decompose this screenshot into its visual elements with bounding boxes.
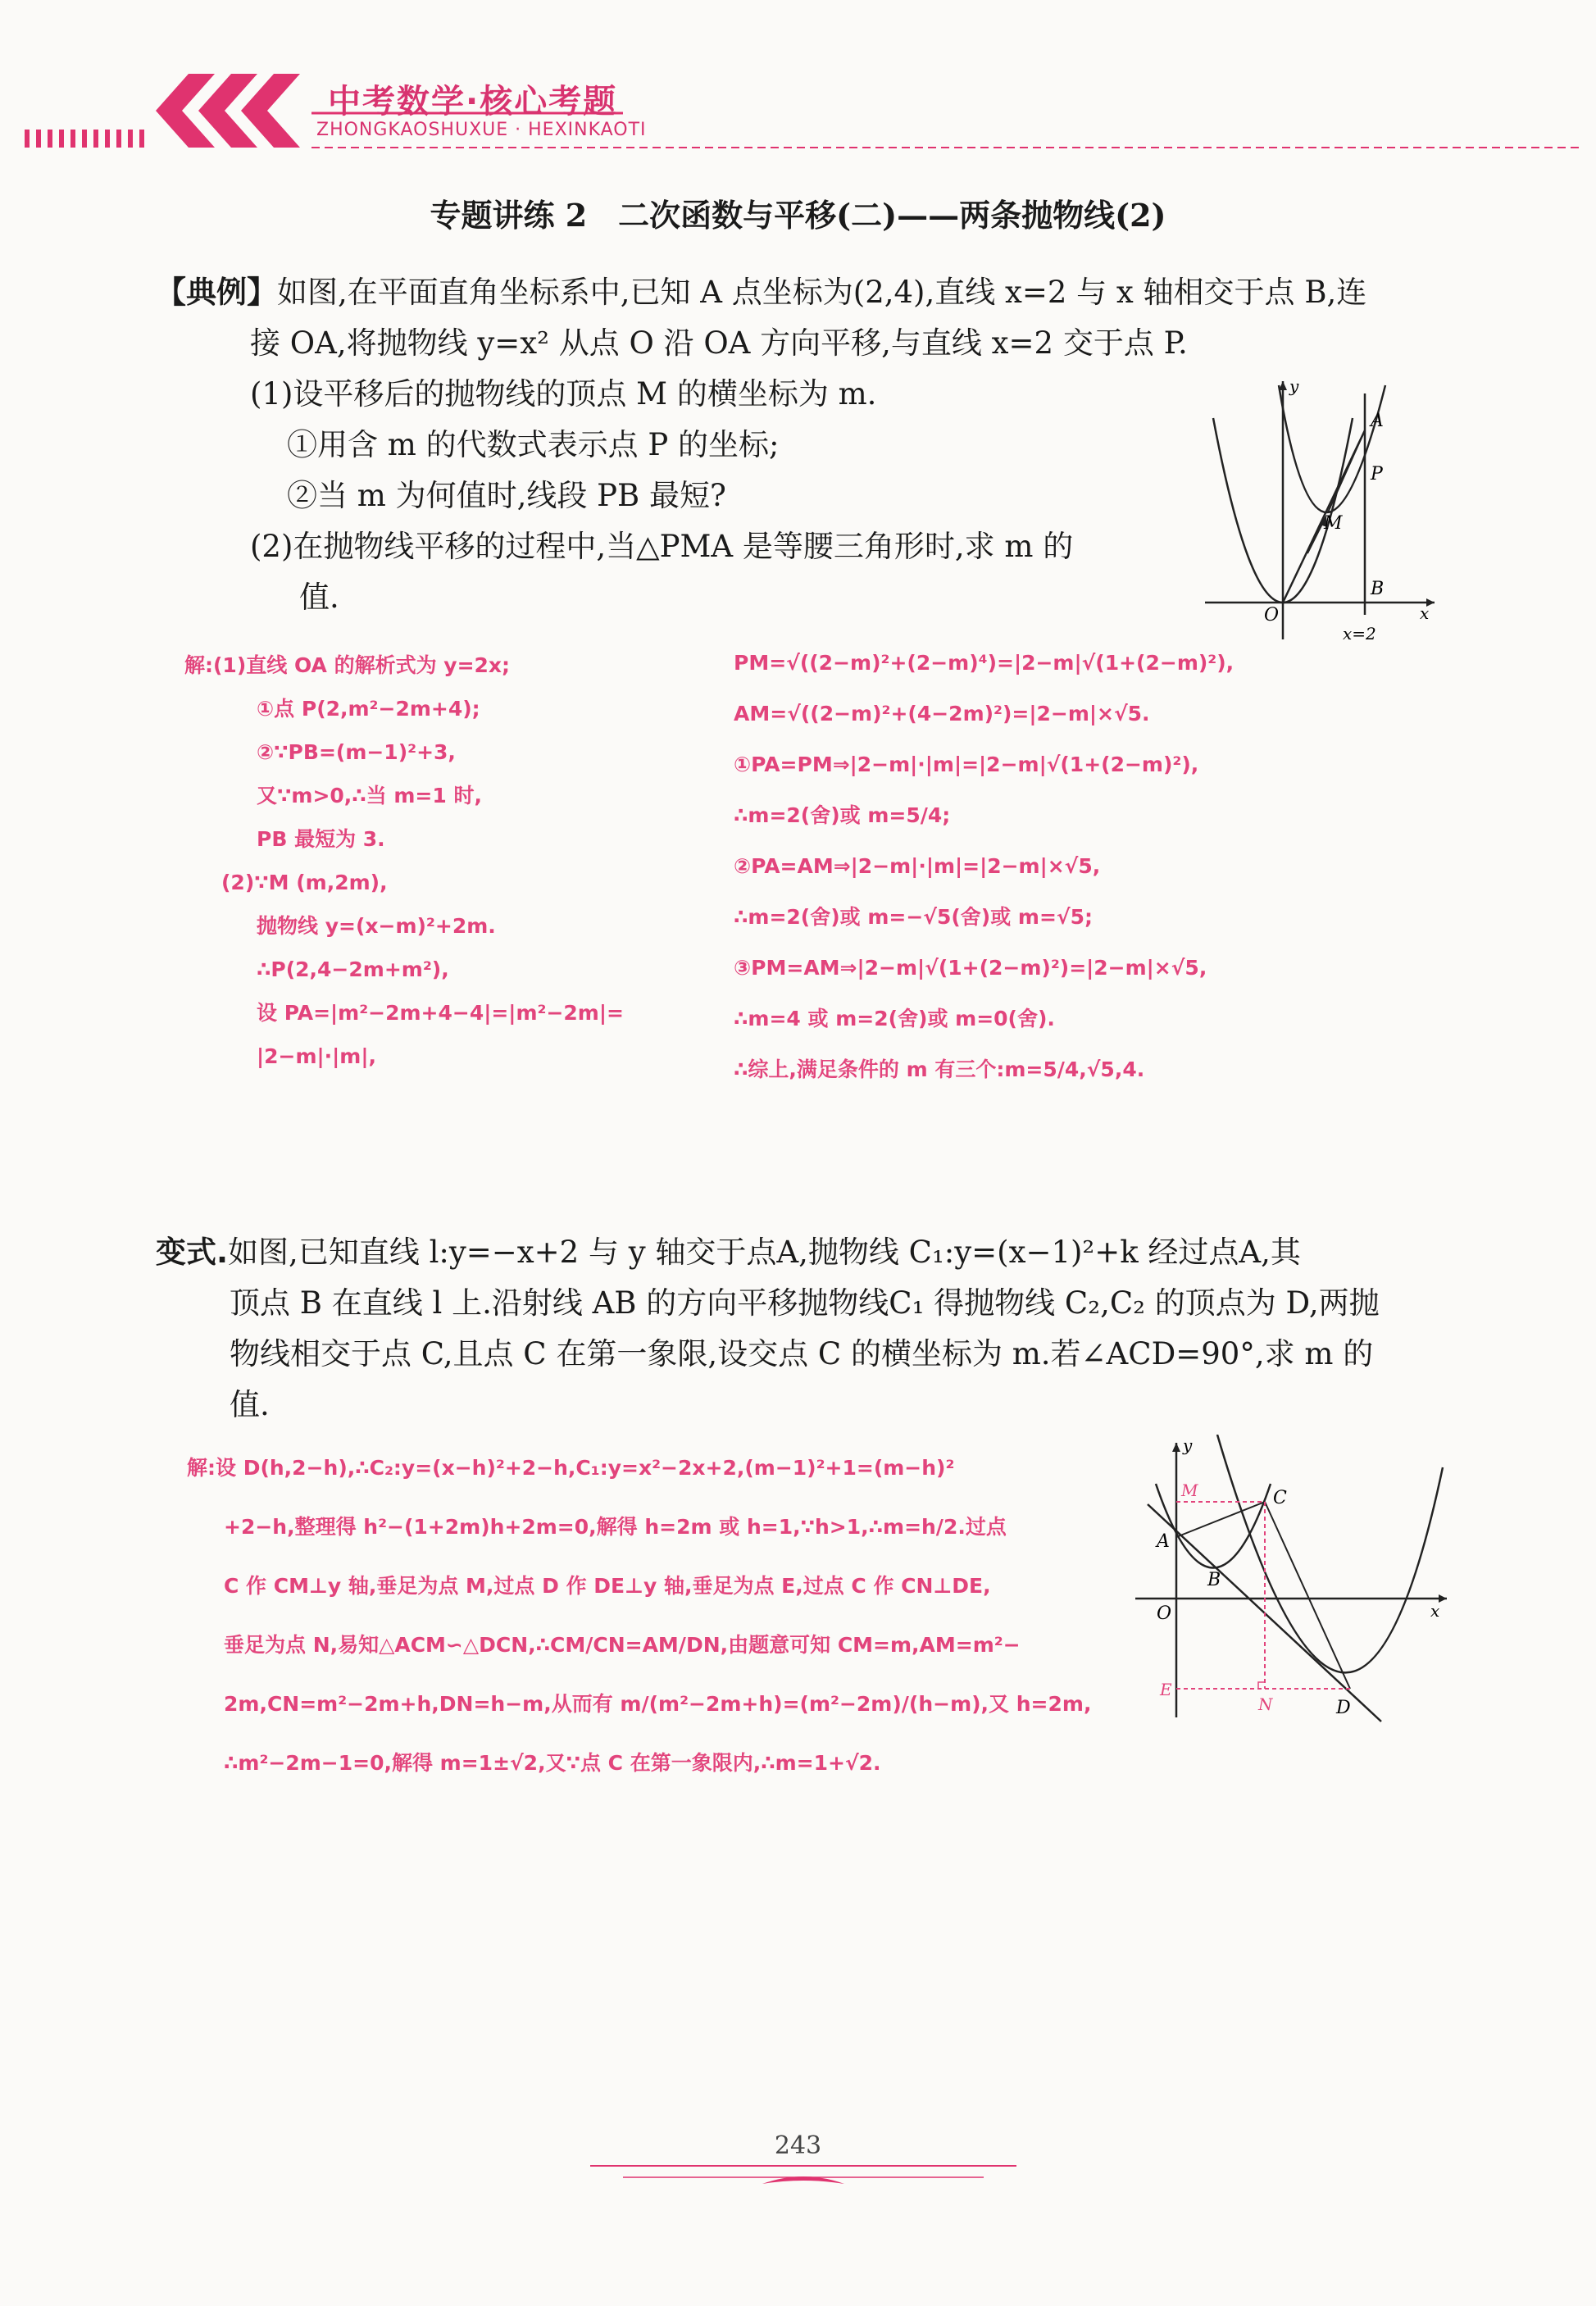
label-M: M [1324, 513, 1343, 534]
var-sol-0: 解:设 D(h,2−h),∴C₂:y=(x−h)²+2−h,C₁:y=x²−2x+2,(m−1)²+1=(m−h)² [187, 1456, 955, 1480]
label-x: x [1420, 603, 1430, 623]
parabola-C1 [1156, 1484, 1271, 1568]
sol-left-6: 抛物线 y=(x−m)²+2m. [257, 914, 496, 938]
label-y: y [1289, 376, 1299, 396]
sol-right-8: ∴综上,满足条件的 m 有三个:m=5/4,√5,4. [734, 1057, 1145, 1081]
label-A: A [1371, 411, 1384, 431]
y-axis-arrow-icon [1172, 1443, 1180, 1452]
label-E: E [1160, 1680, 1172, 1699]
var-sol-3: 垂足为点 N,易知△ACM∽△DCN,∴CM/CN=AM/DN,由题意可知 CM=m,AM=m²− [224, 1633, 1021, 1657]
label-B: B [1371, 579, 1385, 599]
example-q1: (1)设平移后的抛物线的顶点 M 的横坐标为 m. [250, 376, 877, 412]
label-N: N [1258, 1694, 1273, 1714]
x-axis-arrow-icon [1439, 1594, 1447, 1603]
sol-right-0: PM=√((2−m)²+(2−m)⁴)=|2−m|√(1+(2−m)²), [734, 651, 1235, 675]
sol-right-3: ∴m=2(舍)或 m=5/4; [734, 803, 951, 827]
brand-title: 中考数学·核心考题 [328, 83, 618, 121]
variant-tag: 变式. [156, 1235, 229, 1270]
brand-subtitle: ZHONGKAOSHUXUE · HEXINKAOTI [316, 120, 647, 140]
sol-right-7: ∴m=4 或 m=2(舍)或 m=0(舍). [734, 1007, 1055, 1030]
sol-right-6: ③PM=AM⇒|2−m|√(1+(2−m)²)=|2−m|×√5, [734, 956, 1207, 980]
sol-left-4: PB 最短为 3. [257, 827, 385, 851]
var-sol-1: +2−h,整理得 h²−(1+2m)h+2m=0,解得 h=2m 或 h=1,∵h>1,∴m=h/2.过点 [224, 1515, 1007, 1539]
sol-left-9: |2−m|·|m|, [257, 1044, 376, 1068]
var-sol-5: ∴m²−2m−1=0,解得 m=1±√2,又∵点 C 在第一象限内,∴m=1+√2. [224, 1751, 881, 1775]
segment-CD [1265, 1502, 1350, 1689]
example-q2b: 值. [299, 580, 339, 615]
label-C: C [1273, 1488, 1287, 1508]
example-figure [1197, 369, 1443, 648]
variant-figure [1135, 1435, 1451, 1730]
header-banner [0, 66, 1596, 156]
sol-right-5: ∴m=2(舍)或 m=−√5(舍)或 m=√5; [734, 905, 1093, 929]
sol-left-0: 解:(1)直线 OA 的解析式为 y=2x; [184, 653, 511, 677]
variant-problem [156, 1227, 1451, 1430]
label-O: O [1264, 605, 1280, 625]
label-M: M [1181, 1480, 1198, 1500]
label-O: O [1157, 1603, 1172, 1624]
label-x: x [1430, 1601, 1440, 1621]
example-line1: 如图,在平面直角坐标系中,已知 A 点坐标为(2,4),直线 x=2 与 x 轴相交于点 B,连 [277, 275, 1367, 310]
variant-solution [187, 1439, 1091, 1793]
label-line-x2: x=2 [1343, 624, 1376, 644]
parabola-C2 [1217, 1435, 1443, 1672]
example-solution-left [184, 644, 624, 1078]
sol-left-8: 设 PA=|m²−2m+4−4|=|m²−2m|= [257, 1001, 624, 1025]
example-solution-right [734, 638, 1234, 1095]
page-title: 专题讲练 2 二次函数与平移(二)——两条抛物线(2) [430, 197, 1166, 234]
header-chevrons-icon [156, 74, 300, 148]
label-D: D [1336, 1698, 1351, 1718]
label-B: B [1207, 1570, 1221, 1590]
sol-left-5: (2)∵M (m,2m), [221, 871, 388, 894]
variant-line2: 顶点 B 在直线 l 上.沿射线 AB 的方向平移抛物线C₁ 得抛物线 C₂,C₂ 的顶点为 D,两抛 [230, 1285, 1380, 1321]
example-line2: 接 OA,将抛物线 y=x² 从点 O 沿 OA 方向平移,与直线 x=2 交于点 P. [250, 325, 1188, 361]
variant-line1: 如图,已知直线 l:y=−x+2 与 y 轴交于点A,抛物线 C₁:y=(x−1)²+k 经过点A,其 [228, 1235, 1301, 1270]
variant-line3: 物线相交于点 C,且点 C 在第一象限,设交点 C 的横坐标为 m.若∠ACD=90°,求 m 的 [230, 1336, 1374, 1371]
example-tag: 【典例】 [156, 275, 277, 310]
header-stripes [25, 130, 144, 148]
label-A: A [1157, 1531, 1170, 1552]
var-sol-2: C 作 CM⊥y 轴,垂足为点 M,过点 D 作 DE⊥y 轴,垂足为点 E,过点 C 作 CN⊥DE, [224, 1574, 991, 1598]
parabola-translated [1279, 385, 1385, 512]
sol-right-4: ②PA=AM⇒|2−m|·|m|=|2−m|×√5, [734, 854, 1101, 878]
page-number: 243 [774, 2131, 822, 2160]
variant-line4: 值. [230, 1387, 270, 1422]
label-y: y [1183, 1435, 1193, 1455]
sol-right-2: ①PA=PM⇒|2−m|·|m|=|2−m|√(1+(2−m)²), [734, 753, 1199, 776]
sol-left-1: ①点 P(2,m²−2m+4); [257, 697, 480, 721]
example-q1b: ②当 m 为何值时,线段 PB 最短? [287, 478, 726, 513]
sol-right-1: AM=√((2−m)²+(4−2m)²)=|2−m|×√5. [734, 702, 1150, 725]
example-q2a: (2)在抛物线平移的过程中,当△PMA 是等腰三角形时,求 m 的 [250, 529, 1074, 564]
sol-left-7: ∴P(2,4−2m+m²), [257, 957, 449, 981]
sol-left-2: ②∵PB=(m−1)²+3, [257, 740, 456, 764]
var-sol-4: 2m,CN=m²−2m+h,DN=h−m,从而有 m/(m²−2m+h)=(m²−2m)/(h−m),又 h=2m, [224, 1692, 1092, 1716]
sol-left-3: 又∵m>0,∴当 m=1 时, [257, 784, 482, 807]
label-P: P [1371, 464, 1383, 484]
example-q1a: ①用含 m 的代数式表示点 P 的坐标; [287, 427, 780, 462]
